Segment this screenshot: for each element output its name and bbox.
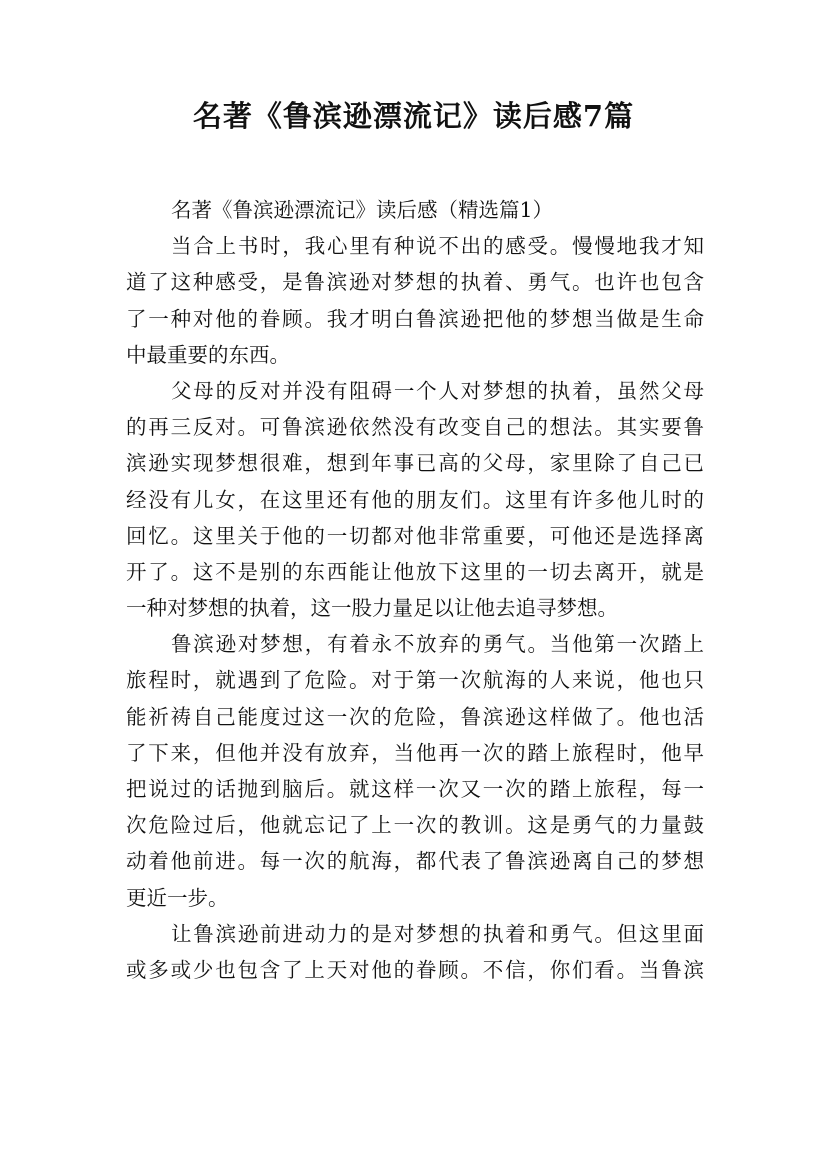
- paragraph-3-line-6: 次危险过后，他就忘记了上一次的教训。这是勇气的力量鼓: [126, 813, 704, 838]
- paragraph-2-line-6: 开了。这不是别的东西能让他放下这里的一切去离开，就是: [126, 559, 704, 584]
- paragraph-3-line-5: 把说过的话抛到脑后。就这样一次又一次的踏上旅程，每一: [126, 777, 704, 801]
- document-title: 名著《鲁滨逊漂流记》读后感7篇: [192, 99, 635, 133]
- paragraph-3-line-2: 旅程时，就遇到了危险。对于第一次航海的人来说，他也只: [126, 668, 704, 693]
- paragraph-2-line-1: 父母的反对并没有阻碍一个人对梦想的执着，虽然父母: [171, 378, 704, 403]
- paragraph-3-line-7: 动着他前进。每一次的航海，都代表了鲁滨逊离自己的梦想: [126, 849, 704, 874]
- paragraph-2-line-2: 的再三反对。可鲁滨逊依然没有改变自己的想法。其实要鲁: [126, 415, 704, 440]
- paragraph-2-line-3: 滨逊实现梦想很难，想到年事已高的父母，家里除了自己已: [126, 451, 704, 476]
- paragraph-1-line-3: 了一种对他的眷顾。我才明白鲁滨逊把他的梦想当做是生命: [126, 306, 704, 331]
- paragraph-2-line-4: 经没有儿女，在这里还有他的朋友们。这里有许多他儿时的: [126, 487, 704, 512]
- document-body: [126, 192, 704, 988]
- paragraph-2-line-5: 回忆。这里关于他的一切都对他非常重要，可他还是选择离: [126, 523, 704, 548]
- paragraph-1-line-2: 道了这种感受，是鲁滨逊对梦想的执着、勇气。也许也包含: [126, 270, 704, 295]
- section-heading: 名著《鲁滨逊漂流记》读后感（精选篇1）: [171, 198, 554, 222]
- paragraph-3-line-3: 能祈祷自己能度过这一次的危险，鲁滨逊这样做了。他也活: [126, 704, 704, 729]
- paragraph-2-line-7: 一种对梦想的执着，这一股力量足以让他去追寻梦想。: [126, 596, 618, 621]
- paragraph-4-line-1: 让鲁滨逊前进动力的是对梦想的执着和勇气。但这里面: [171, 921, 704, 946]
- paragraph-1-line-4: 中最重要的东西。: [126, 342, 290, 367]
- paragraph-3-line-1: 鲁滨逊对梦想，有着永不放弃的勇气。当他第一次踏上: [171, 632, 704, 657]
- paragraph-3-line-4: 了下来，但他并没有放弃，当他再一次的踏上旅程时，他早: [126, 740, 704, 765]
- paragraph-1-line-1: 当合上书时，我心里有种说不出的感受。慢慢地我才知: [171, 234, 704, 259]
- paragraph-4-line-2: 或多或少也包含了上天对他的眷顾。不信，你们看。当鲁滨: [126, 957, 704, 982]
- paragraph-3-line-8: 更近一步。: [126, 885, 229, 910]
